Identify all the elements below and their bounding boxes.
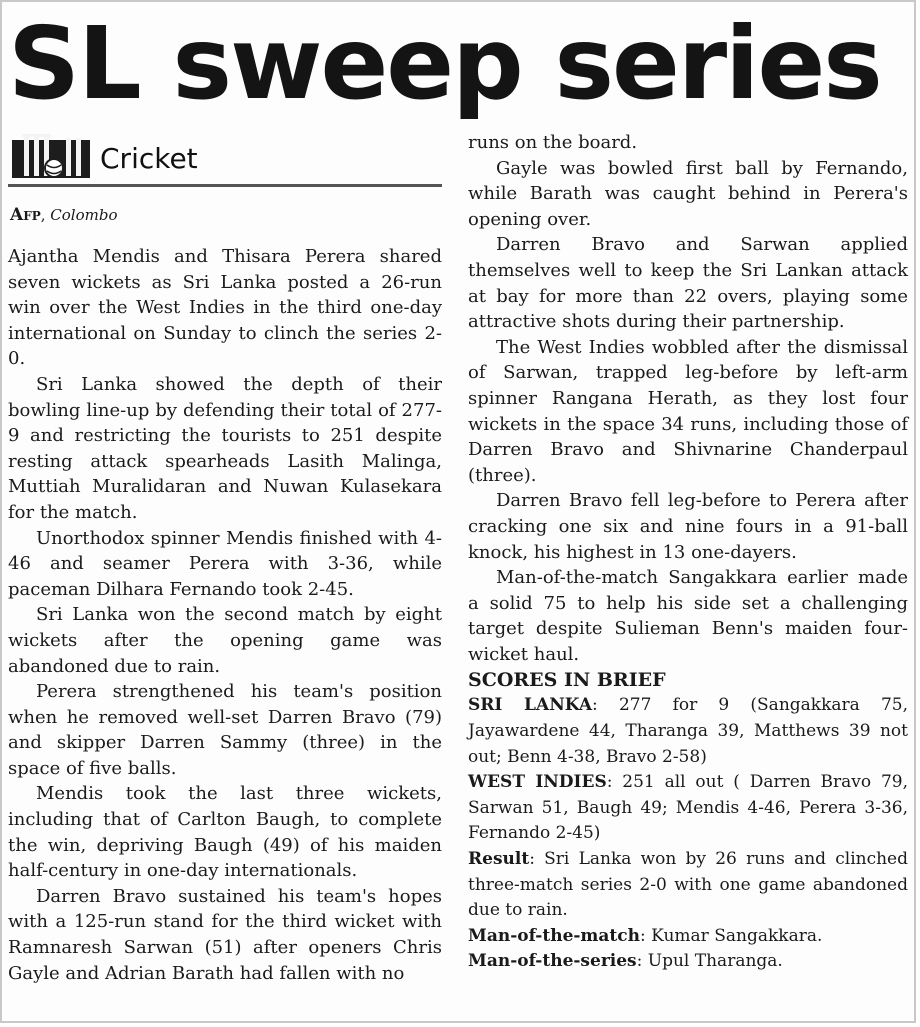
article-paragraph: Unorthodox spinner Mendis finished with 4-46 and seamer Perera with 3-36, while paceman Dilhara Fernando took 2-45. bbox=[8, 527, 442, 600]
brief-entry-text: Upul Tharanga. bbox=[647, 951, 783, 972]
brief-entry bbox=[468, 924, 908, 950]
brief-entry-sep: : bbox=[636, 951, 648, 972]
dateline-city: Colombo bbox=[50, 206, 118, 224]
brief-entry-sep: : bbox=[640, 925, 652, 946]
article-paragraph: Ajantha Mendis and Thisara Perera shared seven wickets as Sri Lanka posted a 26-run win over the West Indies in the third one-day international on Sunday to clinch the series 2-0. bbox=[8, 246, 442, 370]
brief-entry-sep: : bbox=[606, 772, 623, 793]
section-tag bbox=[8, 130, 442, 187]
dateline bbox=[10, 205, 117, 225]
cricket-stumps-ball-icon bbox=[10, 132, 94, 180]
article-column-right bbox=[468, 130, 908, 975]
section-label: Cricket bbox=[100, 142, 198, 175]
dateline-agency: Afp bbox=[10, 205, 41, 225]
article-paragraph: Sri Lanka won the second match by eight wickets after the opening game was abandoned due to rain. bbox=[8, 604, 442, 677]
brief-entry bbox=[468, 949, 908, 975]
headline: SL sweep series bbox=[8, 5, 881, 122]
brief-entry-label: Man-of-the-match bbox=[468, 925, 641, 946]
brief-entry bbox=[468, 847, 908, 924]
brief-entry bbox=[468, 770, 908, 847]
brief-entry-text: Sri Lanka won by 26 runs and clinched three-match series 2-0 with one game abandoned due to rain. bbox=[468, 849, 908, 921]
article-paragraph-continuation: runs on the board. bbox=[468, 132, 638, 153]
brief-entry-label: WEST INDIES bbox=[468, 772, 607, 793]
article-paragraph: Sri Lanka showed the depth of their bowling line-up by defending their total of 277-9 and restricting the tourists to 251 despite resting attack spearheads Lasith Malinga, Muttiah Muralidaran and Nuwan Kulasekara for the match. bbox=[8, 373, 442, 523]
article-column-left bbox=[8, 244, 442, 986]
scores-in-brief bbox=[468, 667, 908, 975]
article-paragraph: Darren Bravo and Sarwan applied themselves well to keep the Sri Lankan attack at bay for more than 22 overs, playing some attractive shots during their partnership. bbox=[468, 234, 908, 333]
article-paragraph: The West Indies wobbled after the dismissal of Sarwan, trapped leg-before by left-arm spinner Rangana Herath, as they lost four wickets in the space 34 runs, including those of Darren Bravo and Shivnarine Chanderpaul (three). bbox=[468, 336, 908, 486]
brief-entry bbox=[468, 693, 908, 770]
dateline-separator: , bbox=[40, 206, 51, 224]
article-paragraph: Perera strengthened his team's position when he removed well-set Darren Bravo (79) and skipper Darren Sammy (three) in the space of five balls. bbox=[8, 681, 442, 779]
brief-entry-label: Man-of-the-series bbox=[468, 951, 637, 972]
brief-entry-sep: : bbox=[529, 849, 545, 870]
article-paragraph: Gayle was bowled first ball by Fernando, while Barath was caught behind in Perera's opening over. bbox=[468, 157, 908, 230]
brief-entry-text: 277 for 9 (Sangakkara 75, Jayawardene 44, Tharanga 39, Matthews 39 not out; Benn 4-38, Bravo 2-58) bbox=[468, 695, 908, 767]
article-paragraph: Man-of-the-match Sangakkara earlier made a solid 75 to help his side set a challenging target despite Sulieman Benn's maiden four-wicket haul. bbox=[468, 567, 908, 665]
brief-entry-sep: : bbox=[592, 695, 619, 716]
brief-entry-text: 251 all out ( Darren Bravo 79, Sarwan 51, Baugh 49; Mendis 4-46, Perera 3-36, Fernando 2-45) bbox=[468, 772, 908, 844]
scores-in-brief-title: SCORES IN BRIEF bbox=[468, 669, 666, 692]
brief-entry-text: Kumar Sangakkara. bbox=[651, 925, 823, 946]
brief-entry-label: Result bbox=[468, 849, 530, 870]
article-paragraph: Darren Bravo fell leg-before to Perera after cracking one six and nine fours in a 91-ball knock, his highest in 13 one-dayers. bbox=[468, 490, 908, 563]
article-paragraph: Mendis took the last three wickets, including that of Carlton Baugh, to complete the win, depriving Baugh (49) of his maiden half-century in one-day internationals. bbox=[8, 783, 442, 882]
brief-entry-label: SRI LANKA bbox=[468, 695, 593, 716]
article-paragraph: Darren Bravo sustained his team's hopes with a 125-run stand for the third wicket with Ramnaresh Sarwan (51) after openers Chris Gayle and Adrian Barath had fallen with no bbox=[8, 885, 442, 984]
